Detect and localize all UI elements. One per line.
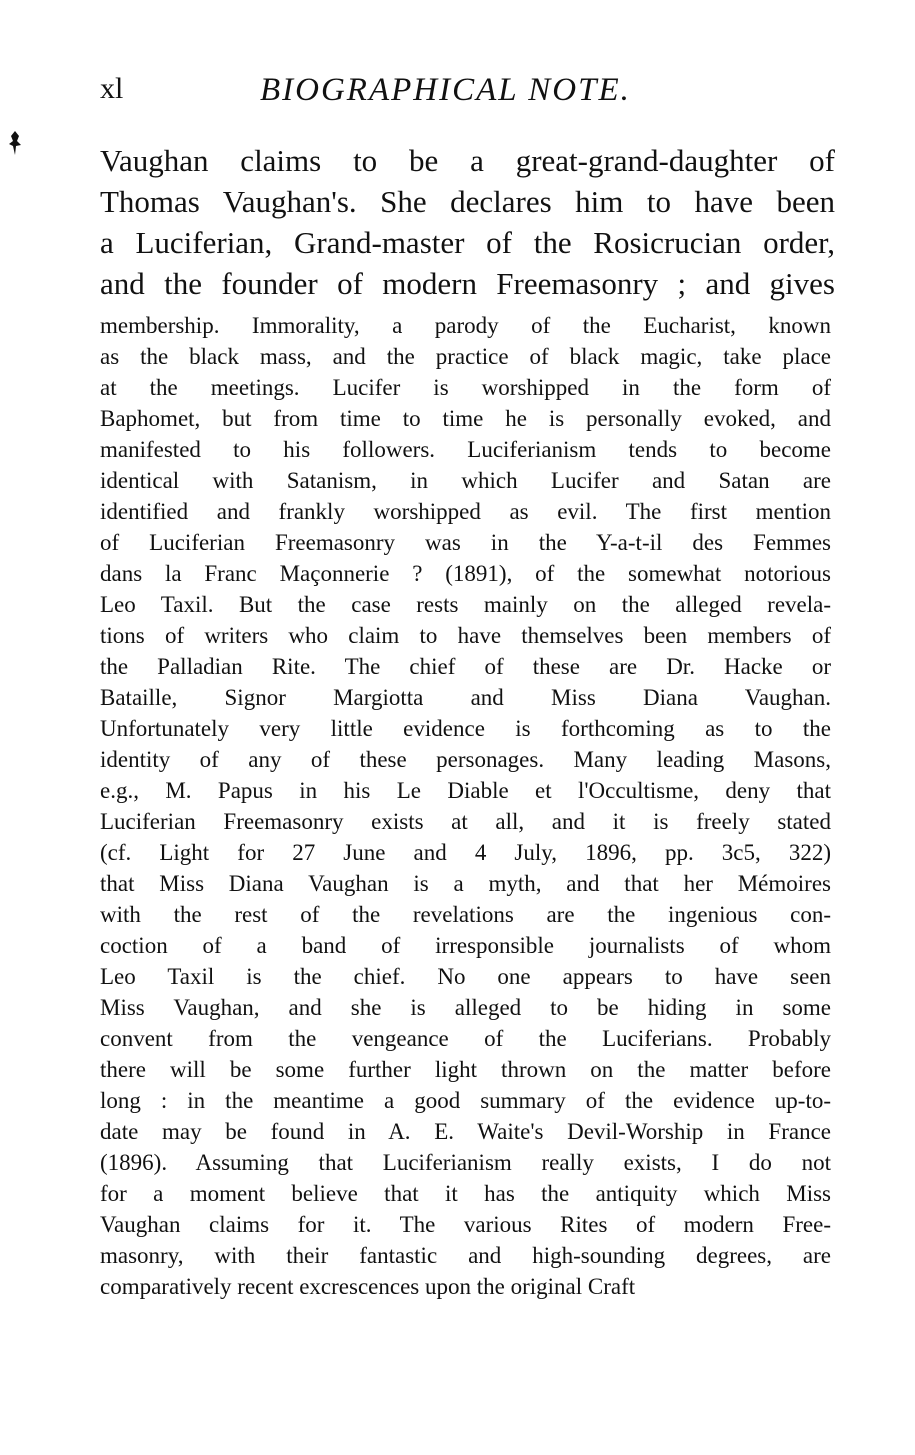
text-line: (1896). Assuming that Luciferianism really exists, I do not <box>100 1150 831 1175</box>
text-line: masonry, with their fantastic and high-sounding degrees, are <box>100 1243 831 1268</box>
text-line: the Palladian Rite. The chief of these are Dr. Hacke or <box>100 654 831 679</box>
text-line: long : in the meantime a good summary of the evidence up-to- <box>100 1088 831 1113</box>
text-line: at the meetings. Lucifer is worshipped in the form of <box>100 375 831 400</box>
text-line: a Luciferian, Grand-master of the Rosicrucian order, <box>100 225 835 260</box>
text-line: e.g., M. Papus in his Le Diable et l'Occultisme, deny that <box>100 778 831 803</box>
large-text-block <box>100 140 835 304</box>
text-line: coction of a band of irresponsible journalists of whom <box>100 933 831 958</box>
text-line: Baphomet, but from time to time he is personally evoked, and <box>100 406 831 431</box>
text-line: identical with Satanism, in which Lucifer and Satan are <box>100 468 831 493</box>
text-line: Leo Taxil is the chief. No one appears to have seen <box>100 964 831 989</box>
text-line: dans la Franc Maçonnerie ? (1891), of the somewhat notorious <box>100 561 831 586</box>
text-line: Vaughan claims for it. The various Rites of modern Free- <box>100 1212 831 1237</box>
text-line: that Miss Diana Vaughan is a myth, and that her Mémoires <box>100 871 831 896</box>
text-line: Bataille, Signor Margiotta and Miss Diana Vaughan. <box>100 685 831 710</box>
asterisk-mark-icon <box>8 130 22 156</box>
small-text-block <box>100 310 831 1302</box>
text-line: Miss Vaughan, and she is alleged to be hiding in some <box>100 995 831 1020</box>
text-line: membership. Immorality, a parody of the Eucharist, known <box>100 313 831 338</box>
text-line: Luciferian Freemasonry exists at all, and it is freely stated <box>100 809 831 834</box>
text-line: Leo Taxil. But the case rests mainly on the alleged revela- <box>100 592 831 617</box>
text-line: Thomas Vaughan's. She declares him to have been <box>100 184 835 219</box>
text-line: Unfortunately very little evidence is forthcoming as to the <box>100 716 831 741</box>
running-title: BIOGRAPHICAL NOTE. <box>260 72 631 108</box>
text-line: and the founder of modern Freemasonry ; and gives <box>100 266 835 301</box>
text-line: manifested to his followers. Luciferianism tends to become <box>100 437 831 462</box>
text-line: comparatively recent excrescences upon the original Craft <box>100 1274 636 1299</box>
text-line: Vaughan claims to be a great-grand-daughter of <box>100 143 835 178</box>
page-header <box>100 72 835 122</box>
text-line: with the rest of the revelations are the ingenious con- <box>100 902 831 927</box>
text-line: (cf. Light for 27 June and 4 July, 1896, pp. 3c5, 322) <box>100 840 831 865</box>
page-number: xl <box>100 72 124 105</box>
text-line: as the black mass, and the practice of black magic, take place <box>100 344 831 369</box>
text-line: identified and frankly worshipped as evil. The first mention <box>100 499 831 524</box>
text-line: identity of any of these personages. Many leading Masons, <box>100 747 831 772</box>
text-line: for a moment believe that it has the antiquity which Miss <box>100 1181 831 1206</box>
text-line: there will be some further light thrown on the matter before <box>100 1057 831 1082</box>
text-line: tions of writers who claim to have themselves been members of <box>100 623 831 648</box>
text-line: convent from the vengeance of the Luciferians. Probably <box>100 1026 831 1051</box>
text-line: date may be found in A. E. Waite's Devil-Worship in France <box>100 1119 831 1144</box>
text-line: of Luciferian Freemasonry was in the Y-a-t-il des Femmes <box>100 530 831 555</box>
